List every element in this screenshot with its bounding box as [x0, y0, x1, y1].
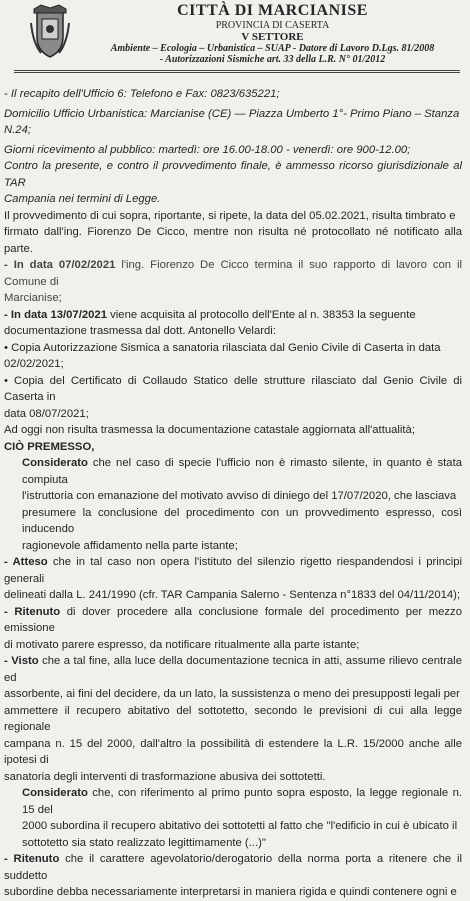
cio-premesso-heading: CIÒ PREMESSO, — [4, 440, 95, 453]
visto-paragraph: - Visto che a tal fine, alla luce della documentazione tecnica in atti, assume rilievo centrale ed assorbente, ai fini del decidere, da un lato, la sussistenza o meno dei presupposti legali per ammettere il recupero abitativo del sottotetto, secondo le previsioni di cui alla legge regionale campana n. 15 del 2000, dall'altro la possibilità di estendere la L.R. 15/2000 anche alle ipotesi di sanatoria degli interventi di trasformazione abusiva dei sottotetti. — [4, 655, 462, 783]
header-divider-2 — [14, 72, 460, 73]
ad-oggi-line: Ad oggi non risulta trasmessa la documentazione catastale aggiornata all'attualità; — [4, 424, 415, 436]
sector-name: V SETTORE — [241, 31, 304, 43]
data-0702-paragraph: - In data 07/02/2021 l'ing. Fiorenzo De Cicco termina il suo rapporto di lavoro con il Comune di Marcianise; — [4, 259, 462, 304]
recapito-line: - Il recapito dell'Ufficio 6: Telefono e Fax: 0823/635221; — [4, 88, 280, 100]
considerato-paragraph-2: Considerato che, con riferimento al primo punto sopra esposto, la legge regionale n. 15 del 2000 subordina il recupero abitativo dei sottotetti al fatto che "l'edificio in cui è ubicato il sottotetto sia stato realizzato legittimamente (...)" — [22, 787, 462, 849]
header-divider — [14, 70, 460, 71]
province-name: PROVINCIA DI CASERTA — [215, 20, 330, 31]
ricorso-paragraph: Contro la presente, e contro il provvedimento finale, è ammesso ricorso giurisdizionale al TAR Campania nei termini di Legge. — [4, 160, 462, 205]
department-line-2: - Autorizzazioni Sismiche art. 33 della L.R. N° 01/2012 — [159, 54, 386, 65]
provvedimento-paragraph: Il provvedimento di cui sopra, riportante, si ripete, la data del 05.02.2021, risulta timbrato e firmato dall'ing. Fiorenzo De Cicco, mentre non risulta né protocollato né notificato alla parte. — [4, 209, 462, 255]
atteso-paragraph: - Atteso che in tal caso non opera l'istituto del silenzio rigetto riespandendosi i principi generali delineati dalla L. 241/1990 (cfr. TAR Campania Salerno - Sentenza n°1833 del 04/11/2014); — [4, 556, 462, 601]
ritenuto-paragraph-1: - Ritenuto di dover procedere alla conclusione formale del procedimento per mezzo emissione di motivato parere espresso, da notificare ritualmente alla parte istante; — [4, 605, 462, 651]
document-body — [4, 86, 462, 901]
giorni-line: Giorni ricevimento al pubblico: martedì: ore 16.00-18.00 - venerdì: ore 900-12.00; — [4, 143, 411, 156]
ritenuto-paragraph-2: - Ritenuto che il carattere agevolatorio/derogatorio della norma porta a ritenere che il suddetto subordine debba necessariamente interpretarsi in maniera rigida e quindi contenere ogni e — [4, 853, 462, 898]
copia-item-1: • Copia Autorizzazione Sismica a sanatoria rilasciata dal Genio Civile di Caserta in data 02/02/2021; — [4, 341, 441, 370]
domicilio-line: Domicilio Ufficio Urbanistica: Marcianise (CE) — Piazza Umberto 1°- Primo Piano – Stanza N.24; — [4, 107, 460, 136]
city-name: CITTÀ DI MARCIANISE — [177, 2, 368, 19]
coat-of-arms-icon — [29, 3, 71, 61]
department-line-1: Ambiente – Ecologia – Urbanistica – SUAP - Datore di Lavoro D.Lgs. 81/2008 — [110, 43, 435, 54]
letterhead — [80, 2, 465, 65]
data-1307-paragraph: - In data 13/07/2021 viene acquisita al protocollo dell'Ente al n. 38353 la seguente documentazione trasmessa dal dott. Antonello Velardi: — [4, 308, 416, 337]
considerato-paragraph-1: Considerato che nel caso di specie l'ufficio non è rimasto silente, in quanto è stata compiuta l'istruttoria con emanazione del motivato avviso di diniego del 17/07/2020, che lasciava presumere la conclusione del procedimento con un provvedimento espresso, così inducendo ragionevole affidamento nella parte istante; — [22, 457, 462, 552]
copia-item-2: • Copia del Certificato di Collaudo Statico delle strutture rilasciato dal Genio Civile di Caserta in data 08/07/2021; — [4, 374, 462, 420]
